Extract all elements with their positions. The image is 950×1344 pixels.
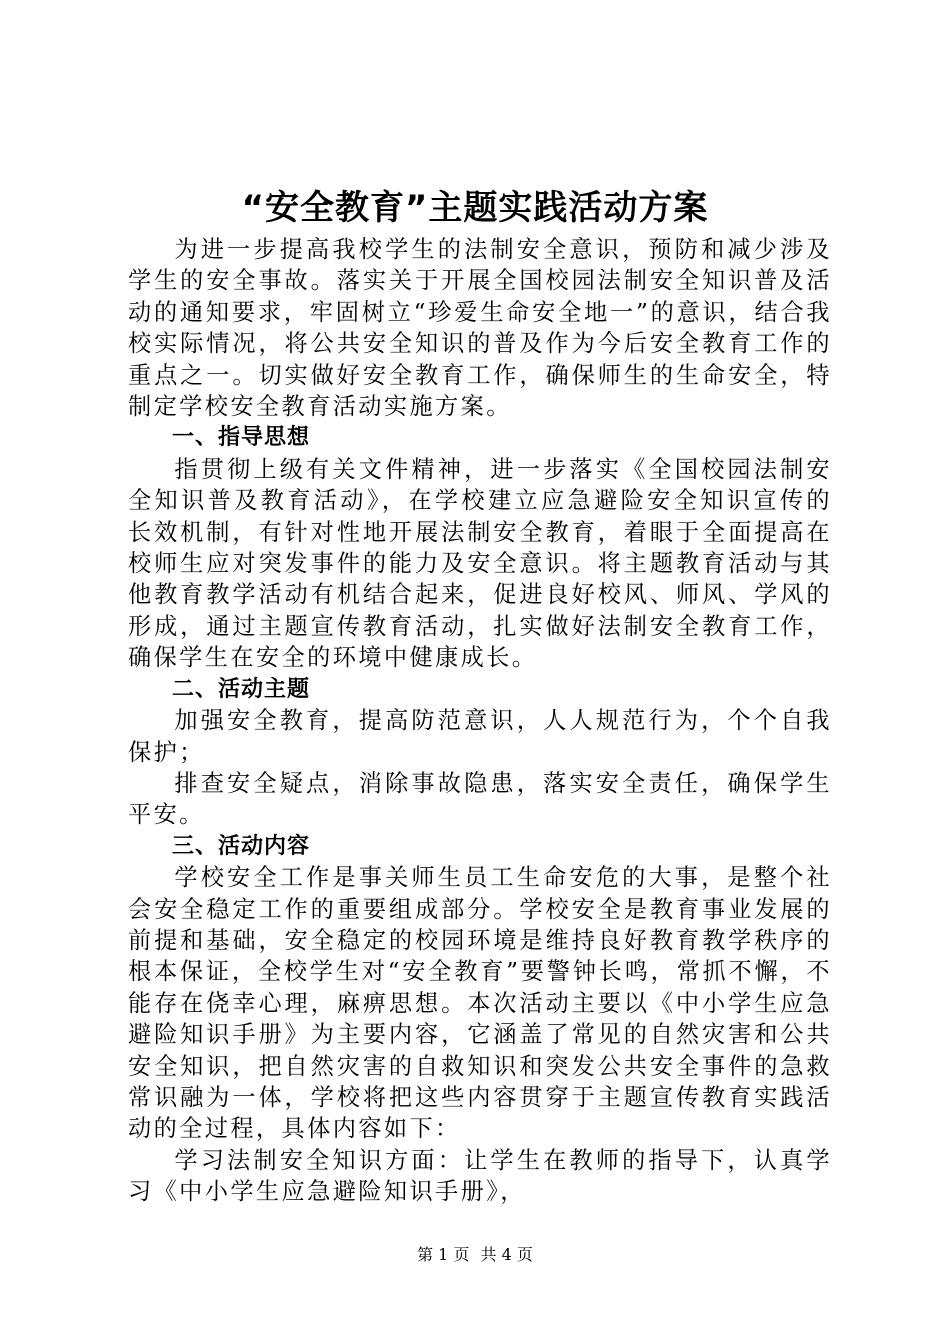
- document-title: “安全教育”主题实践活动方案: [241, 188, 709, 228]
- section-heading-activity-theme: 二、活动主题: [172, 676, 311, 702]
- page-footer: [0, 1243, 950, 1267]
- section-paragraph: 学校安全工作是事关师生员工生命安危的大事，是整个社会安全稳定工作的重要组成部分。学校安全是教育事业发展的前提和基础，安全稳定的校园环境是维持良好教育教学秩序的根本保证，全校学生对“安全教育”要警钟长鸣，常抓不懈，不能存在侥幸心理，麻痹思想。本次活动主要以《中小学生应急避险知识手册》为主要内容，它涵盖了常见的自然灾害和公共安全知识，把自然灾害的自救知识和突发公共安全事件的急救常识融为一体，学校将把这些内容贯穿于主题宣传教育实践活动的全过程，具体内容如下：: [128, 864, 832, 1143]
- document-body: [128, 234, 832, 1208]
- section-heading-activity-content: 三、活动内容: [172, 833, 311, 859]
- page-total: 共 4 页: [480, 1245, 533, 1264]
- section-heading-guiding-ideology: 一、指导思想: [172, 425, 311, 451]
- section-paragraph: 指贯彻上级有关文件精神，进一步落实《全国校园法制安全知识普及教育活动》，在学校建立应急避险安全知识宣传的长效机制，有针对性地开展法制安全教育，着眼于全面提高在校师生应对突发事件的能力及安全意识。将主题教育活动与其他教育教学活动有机结合起来，促进良好校风、师风、学风的形成，通过主题宣传教育活动，扎实做好法制安全教育工作，确保学生在安全的环境中健康成长。: [128, 455, 832, 672]
- section-paragraph: 加强安全教育，提高防范意识，人人规范行为，个个自我保护；: [128, 707, 832, 766]
- intro-paragraph: 为进一步提高我校学生的法制安全意识，预防和减少涉及学生的安全事故。落实关于开展全国校园法制安全知识普及活动的通知要求，牢固树立“珍爱生命安全地一”的意识，结合我校实际情况，将公共安全知识的普及作为今后安全教育工作的重点之一。切实做好安全教育工作，确保师生的生命安全，特制定学校安全教育活动实施方案。: [128, 236, 832, 421]
- section-paragraph: 排查安全疑点，消除事故隐患，落实安全责任，确保学生平安。: [128, 769, 832, 829]
- page-number: 第 1 页: [417, 1245, 470, 1264]
- section-paragraph: 学习法制安全知识方面：让学生在教师的指导下，认真学习《中小学生应急避险知识手册》，: [128, 1146, 832, 1206]
